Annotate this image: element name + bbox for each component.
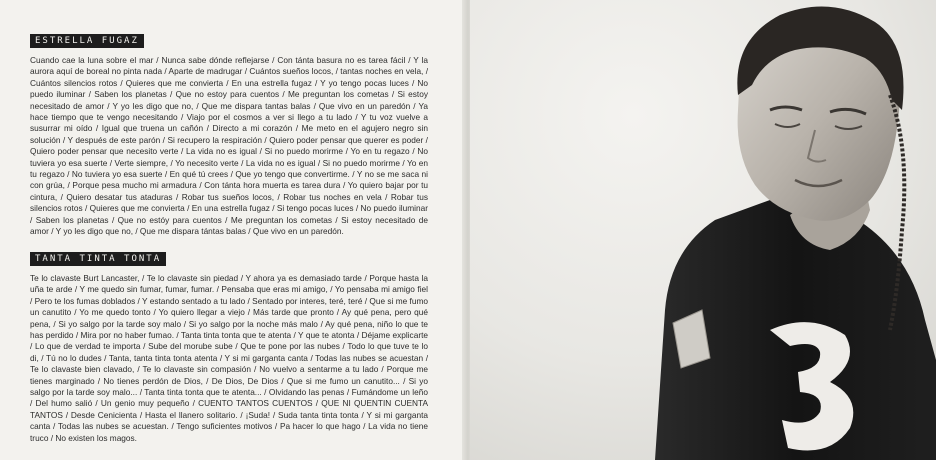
song-lyrics-estrella-fugaz: Cuando cae la luna sobre el mar / Nunca sabe dónde reflejarse / Con tánta basura no es tarea fácil / Y la aurora aquí de boreal no pinta nada / Aparte de madrugar / Cuántos sueños locos, / tantas noches en vela, / Cuántos silencios rotos / Quieres que me convierta / En una estrella fugaz / Y yo tengo pocas luces / No puedo iluminar / Saben los planetas / Que no estoy para cuentos / Me preguntan los cometas / Si estoy necesitado de amor / Y yo les digo que no, / Que me dispara tantas balas / Que vivo en un paredón / Ya hace tiempo que te vengo necesitando / Viajo por el cosmos a ver si llego a tu lado / Y tu voz vuelve a susurrar mi oído / Igual que truena un cañón / Directo a mi corazón / Me meto en el agujero negro sin solución / Y después de este parón / Si recupero la respiración / Quiero poder pensar que querer es poder / Quiero poder pensar que necesito verte / La vida no es igual / Si no puedo morirme / Yo en tu regazo / No tuviera yo esa suerte / Verte siempre, / Yo necesito verte / La vida no es igual / Si no puedo morirme / Yo en tu regazo / No tuviera yo esa suerte / En qué tú crees / Que yo tengo que convertirme. / Y no se me saca ni con grúa, / Porque pesa mucho mi armadura / Con tánta hora muerta es tarea dura / Yo quiero bajar por tu cintura, / Quiero desatar tus ataduras / Robar tus sueños locos, / Robar tus noches en vela / Robar tus silencios rotos / Quieres que me convierta / En una estrella fugaz / Si tengo pocas luces / No puedo iluminar / Saben los planetas / Que no estóy para cuentos / Me preguntan los cometas / Si estoy necesitado de amor / Y yo les digo que no, / Que me dispara tántas balas / Que vivo en un paredón.: [30, 55, 428, 237]
song-title-tanta-tinta-tonta: TANTA TINTA TONTA: [30, 252, 166, 266]
song-lyrics-tanta-tinta-tonta: Te lo clavaste Burt Lancaster, / Te lo clavaste sin piedad / Y ahora ya es demasiado tarde / Porque hasta la uña te arde / Y me quedo sin fumar, fumar, fumar. / Pensaba que eras mi amigo, / Yo pensaba mi amigo fiel / Pero te los fumas doblados / Y estando sentado a tu lado / Sentado por interes, teré, teré / Que si me fumo un canutito / Yo me quedo tonto / Yo quiero llegar a viejo / Más tarde que pronto / Ay qué pena, pero qué pena, / Si yo salgo por la tarde soy malo / Si yo salgo por la noche más malo / Ay qué pena, niño lo que te has perdido / Mira por no haber fumao. / Tanta tinta tonta que te atenta / Y que te atonta / Déjame explicarte / Lo que de verdad te importa / Sube del morube sube / Que te pone por las nubes / Todo lo que tuve te lo di, / Tú no lo dudes / Tanta, tanta tinta tonta atenta / Y si mi garganta canta / Todas las nubes se acuestan / Te lo clavaste bien clavado, / Te lo clavaste sin compasión / No vuelvo a sentarme a tu lado / Porque me tienes marginado / No tienes perdón de Dios, / De Dios, De Dios / Que si me fumo un canutito... / Si yo salgo por la tarde soy malo... / Tanta tinta tonta que te atenta... / Olvidando las penas / Fumándome un leño / Del humo salió / Un genio muy pequeño / CUENTO TANTOS CUENTOS / QUE NI QUENTIN CUENTA TANTOS / Desde Cenicienta / Hasta el llanero solitario. / ¡Suda! / Suda tanta tinta tonta / Y si mi garganta canta / Todas las nubes se acuestan. / Tengo suficientes motivos / Pa hacer lo que hago / La vida no tiene truco / No existen los magos.: [30, 273, 428, 443]
artist-photo: [470, 0, 936, 460]
song-title-estrella-fugaz: ESTRELLA FUGAZ: [30, 34, 144, 48]
